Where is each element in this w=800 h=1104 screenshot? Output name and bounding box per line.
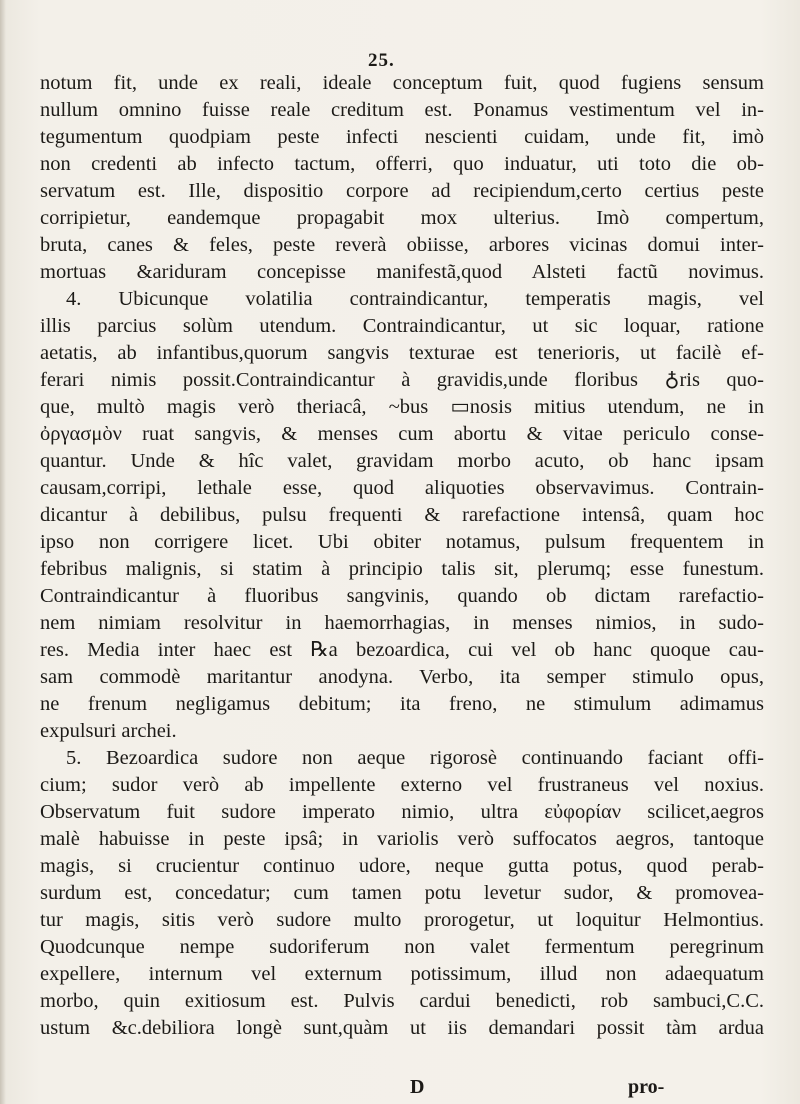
page-edge-shadow: [0, 0, 6, 1104]
catchword: pro-: [628, 1076, 665, 1098]
text-line-32: tur magis, sitis verò sudore multo prorogetur, ut loquitur Helmontius.: [40, 909, 764, 931]
text-line-16: causam,corripi, lethale esse, quod aliquoties observavimus. Contrain-: [40, 477, 764, 499]
text-line-13: que, multò magis verò theriacâ, ~bus ▭nosis mitius utendum, ne in: [40, 396, 764, 418]
text-line-30: magis, si crucientur continuo udore, neque gutta potus, quod perab-: [40, 855, 764, 877]
section-5-heading-line: 5. Bezoardica sudore non aeque rigorosè continuando faciant offi-: [66, 747, 764, 769]
text-line-11: aetatis, ab infantibus,quorum sangvis texturae est tenerioris, ut facilè ef-: [40, 342, 764, 364]
text-line-22: res. Media inter haec est ℞a bezoardica, cui vel ob hanc quoque cau-: [40, 639, 764, 661]
text-line-7: bruta, canes & feles, peste reverà obiisse, arbores vicinas domui inter-: [40, 234, 764, 256]
text-line-35: morbo, quin exitiosum est. Pulvis cardui benedicti, rob sambuci,C.C.: [40, 990, 764, 1012]
text-line-2: nullum omnino fuisse reale creditum est. Ponamus vestimentum vel in-: [40, 99, 764, 121]
text-line-4: non credenti ab infecto tactum, offerri, quo induatur, uti toto die ob-: [40, 153, 764, 175]
text-line-33: Quodcunque nempe sudoriferum non valet fermentum peregrinum: [40, 936, 764, 958]
page-number: 25.: [368, 50, 395, 71]
text-line-17: dicantur à debilibus, pulsu frequenti & rarefactione intensâ, quam hoc: [40, 504, 764, 526]
text-line-3: tegumentum quodpiam peste infecti nescienti cuidam, unde fit, imò: [40, 126, 764, 148]
text-line-19: febribus malignis, si statim à principio talis sit, plerumq; esse funestum.: [40, 558, 764, 580]
text-line-1: notum fit, unde ex reali, ideale conceptum fuit, quod fugiens sensum: [40, 72, 764, 94]
text-line-12: ferari nimis possit.Contraindicantur à gravidis,unde floribus ♁ris quo-: [40, 369, 764, 391]
body-text: [40, 70, 764, 1042]
text-line-10: illis parcius solùm utendum. Contraindicantur, ut sic loquar, ratione: [40, 315, 764, 337]
text-line-34: expellere, internum vel externum potissimum, illud non adaequatum: [40, 963, 764, 985]
signature-mark: D: [410, 1076, 425, 1098]
text-line-23: sam commodè maritantur anodyna. Verbo, ita semper stimulo opus,: [40, 666, 764, 688]
text-line-27: cium; sudor verò ab impellente externo vel frustraneus vel noxius.: [40, 774, 764, 796]
text-line-15: quantur. Unde & hîc valet, gravidam morbo acuto, ob hanc ipsam: [40, 450, 764, 472]
text-line-5: servatum est. Ille, dispositio corpore ad recipiendum,certo certius peste: [40, 180, 764, 202]
text-line-6: corripietur, eandemque propagabit mox ulterius. Imò compertum,: [40, 207, 764, 229]
text-line-18: ipso non corrigere licet. Ubi obiter notamus, pulsum frequentem in: [40, 531, 764, 553]
text-line-8: mortuas &ariduram concepisse manifestã,quod Alsteti factũ novimus.: [40, 261, 764, 283]
text-line-25: expulsuri archei.: [40, 720, 177, 742]
text-line-29: malè habuisse in peste ipsâ; in variolis verò suffocatos aegros, tantoque: [40, 828, 764, 850]
section-4-heading-line: 4. Ubicunque volatilia contraindicantur, temperatis magis, vel: [66, 288, 764, 310]
text-line-20: Contraindicantur à fluoribus sangvinis, quando ob dictam rarefactio-: [40, 585, 764, 607]
text-line-21: nem nimiam resolvitur in haemorrhagias, in menses nimios, in sudo-: [40, 612, 764, 634]
text-line-36: ustum &c.debiliora longè sunt,quàm ut iis demandari possit tàm ardua: [40, 1017, 764, 1039]
text-line-28: Observatum fuit sudore imperato nimio, ultra εὐφορίαν scilicet,aegros: [40, 801, 764, 823]
text-line-14: ὀργασμὸν ruat sangvis, & menses cum abortu & vitae periculo conse-: [40, 423, 764, 445]
text-line-24: ne frenum negligamus debitum; ita freno, ne stimulum adimamus: [40, 693, 764, 715]
text-line-31: surdum est, concedatur; cum tamen potu levetur sudor, & promovea-: [40, 882, 764, 904]
